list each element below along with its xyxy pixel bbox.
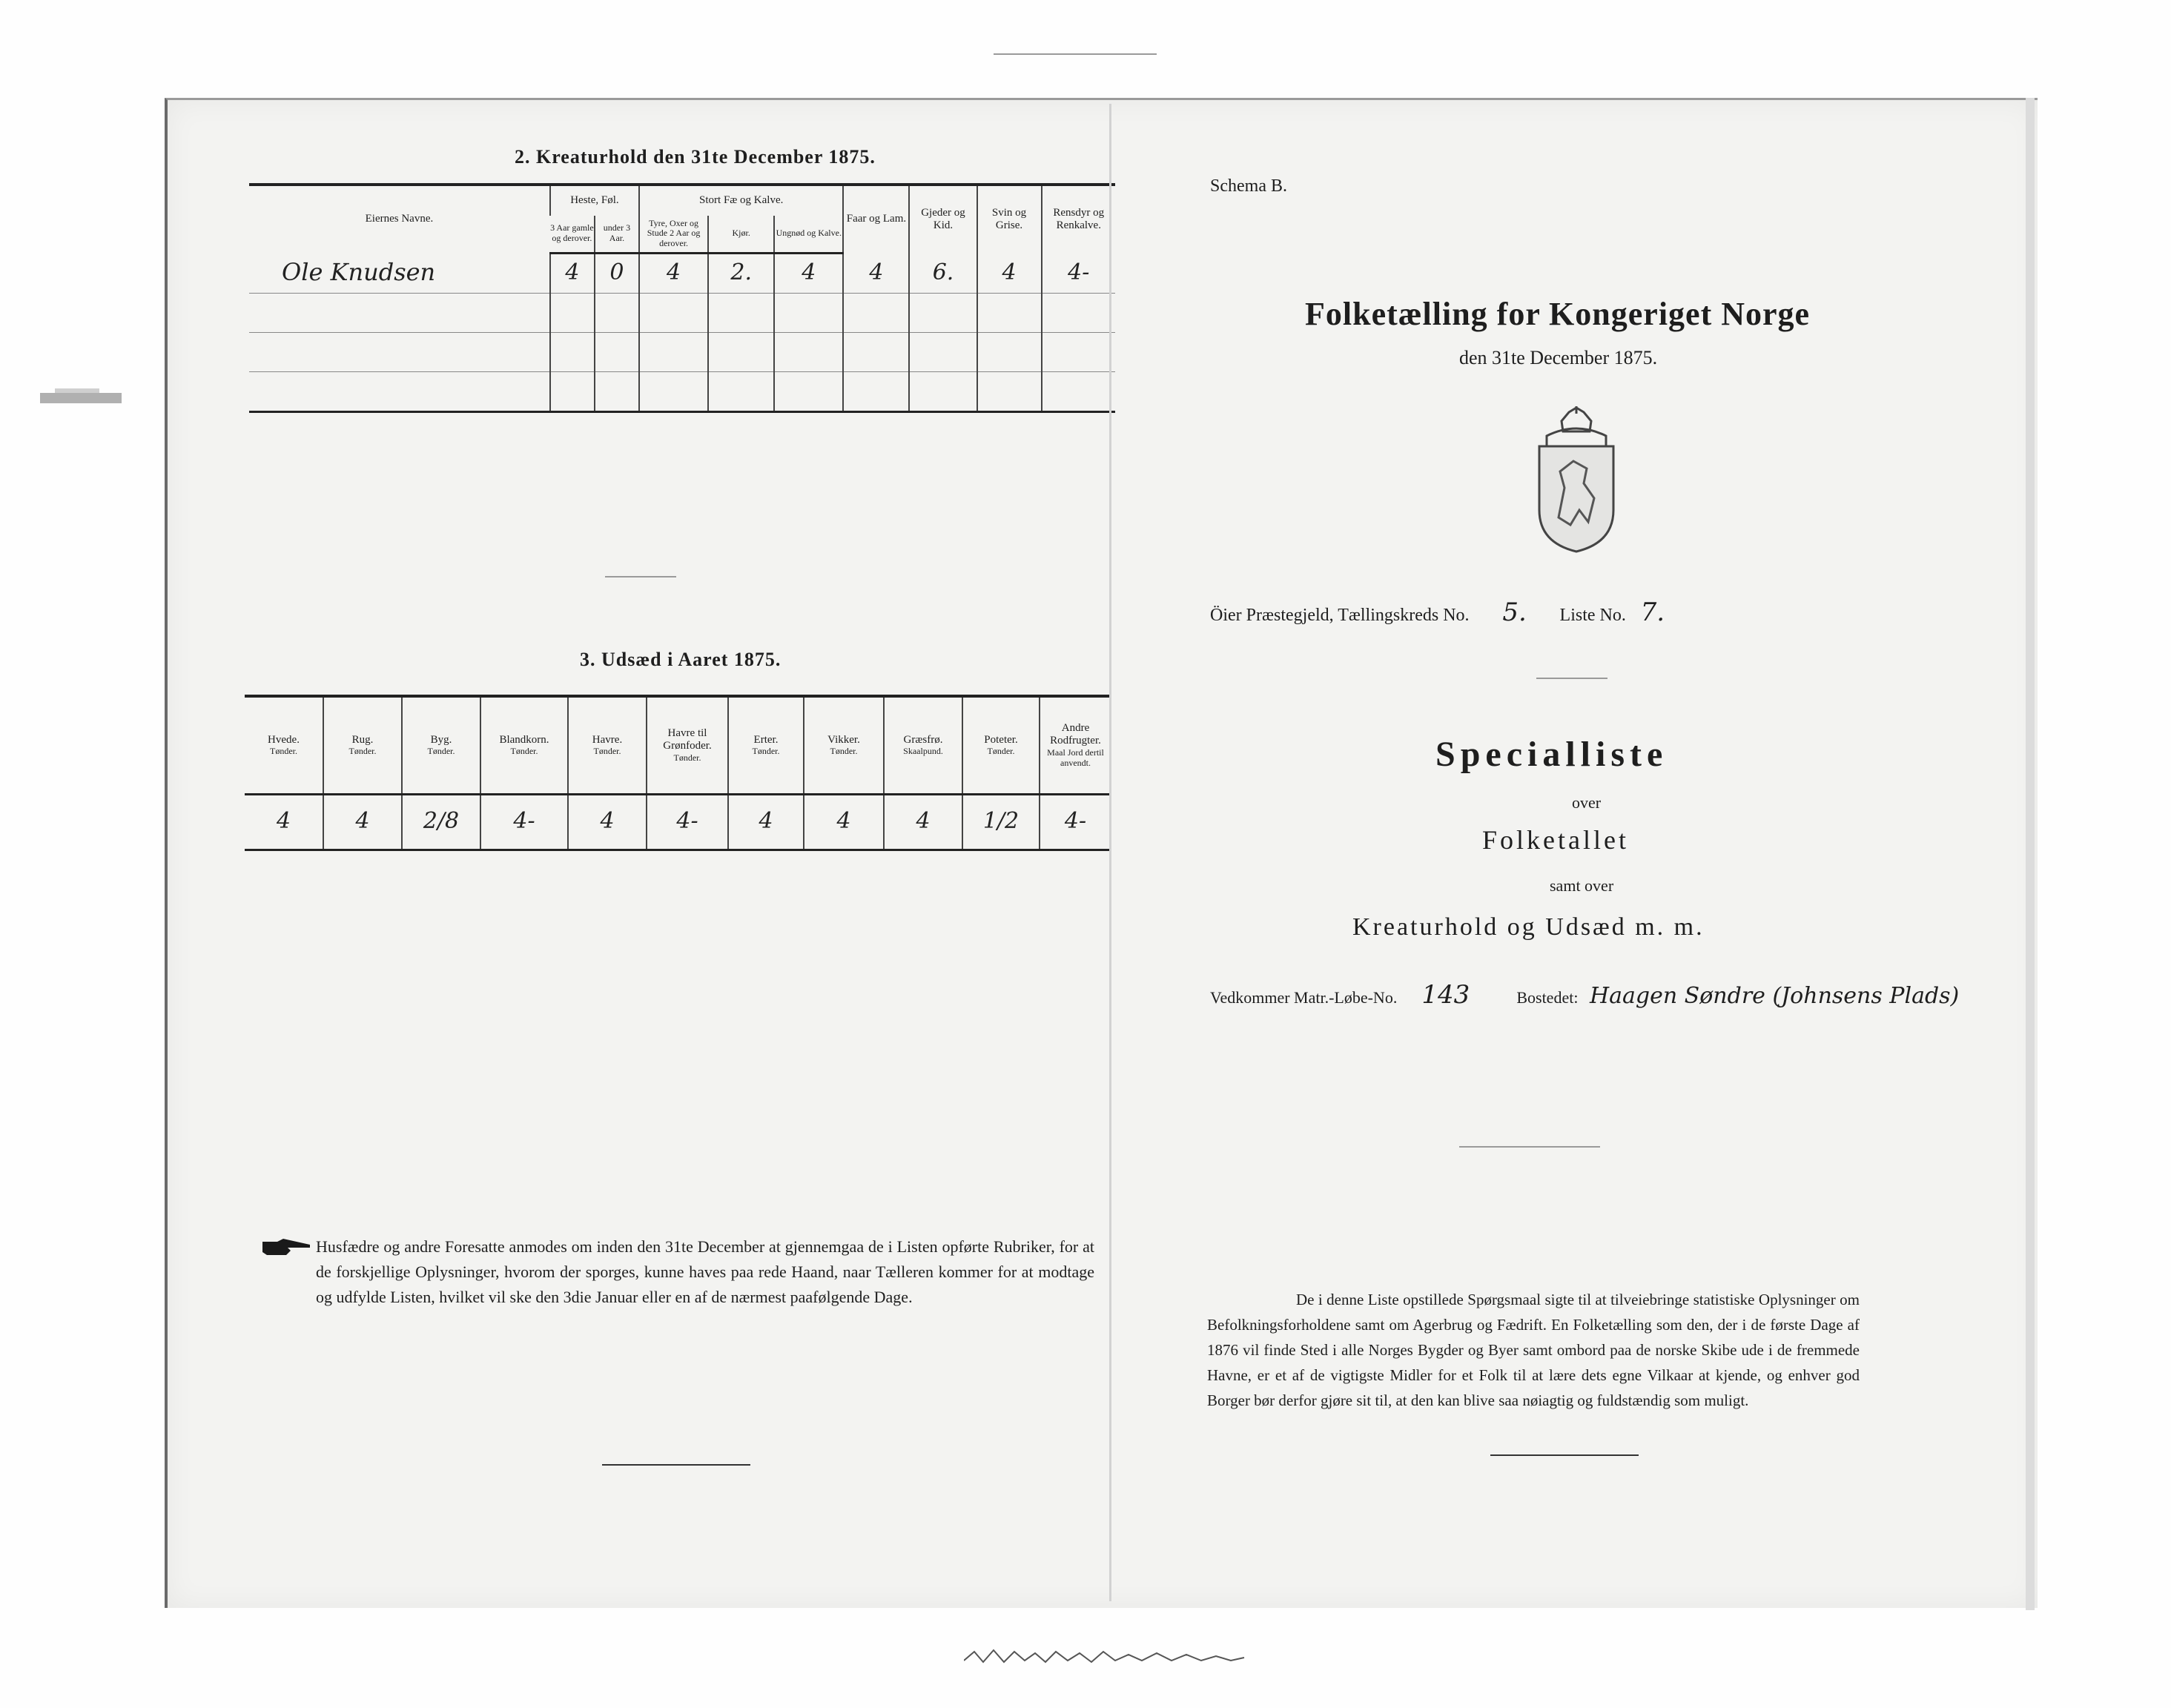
column-name: Blandkorn. [499,733,549,746]
header-cattle-group: Stort Fæ og Kalve. [639,185,843,216]
cell-sheep [843,332,909,371]
table-row [245,794,1111,850]
cell-horses-under3 [595,371,639,411]
header-peas [728,696,804,794]
over-label: over [1572,793,1602,812]
header-grass-seed [884,696,962,794]
column-unit: Tønder. [427,745,455,756]
column-unit: Tønder. [830,745,858,756]
cell-cows: 2. [708,253,774,293]
column-unit: Tønder. [348,745,377,756]
cell-peas: 4 [728,794,804,850]
specialliste-heading: Specialliste [1435,735,1668,774]
scan-edge-shadow [40,385,122,415]
cell-young-cattle [774,332,843,371]
header-pigs: Svin og Grise. [977,185,1042,253]
header-young-cattle: Ungnød og Kalve. [774,216,843,253]
header-potatoes [962,696,1040,794]
column-name: Erter. [753,733,779,746]
column-name: Havre til Grønfoder. [663,727,712,752]
column-name: Græsfrø. [903,733,943,746]
cell-bulls [639,293,708,332]
cell-goats: 6. [909,253,977,293]
cell-bulls [639,371,708,411]
cell-mixed-grain: 4- [480,794,568,850]
cell-horses-3plus: 4 [550,253,595,293]
cell-young-cattle [774,293,843,332]
cell-oats: 4 [568,794,647,850]
column-unit: Tønder. [593,745,621,756]
list-label: Liste No. [1559,606,1626,625]
cell-horses-3plus [550,332,595,371]
header-barley [402,696,480,794]
table-row [249,371,1115,411]
cell-root-crops: 4- [1040,794,1111,850]
column-unit: Tønder. [673,752,701,763]
cell-sheep [843,293,909,332]
separator-line [605,576,676,577]
cell-goats [909,293,977,332]
separator-line [1536,678,1607,679]
header-horses-group: Heste, Føl. [550,185,639,216]
table-row [249,293,1115,332]
header-green-oats [647,696,728,794]
seed-table [245,695,1111,851]
header-bulls: Tyre, Oxer og Stude 2 Aar og derover. [639,216,708,253]
cell-barley: 2/8 [402,794,480,850]
header-vetch [804,696,884,794]
cell-sheep: 4 [843,253,909,293]
district-line [1210,598,1675,627]
household-notice: Husfædre og andre Foresatte anmodes om inden den 31te December at gjennemgaa de i Listen opførte Rubriker, for at de forskjellige Oplysninger, hvorom der sporges, kunne haves paa rede Haand, naar Tælleren kommer for at modtage og udfylde Listen, hvilket vil ske den 3die Januar eller en af de nærmest paafølgende Dage. [316,1237,1094,1306]
margin-scribble [964,1646,1246,1668]
header-owner: Eiernes Navne. [249,185,550,253]
cell-horses-under3 [595,332,639,371]
cell-cows [708,332,774,371]
left-page [168,100,1112,1608]
property-line [1210,980,1959,1010]
cell-wheat: 4 [245,794,323,850]
column-unit: Maal Jord dertil anvendt. [1047,747,1104,768]
cell-pigs: 4 [977,253,1042,293]
header-horses-3plus: 3 Aar gamle og derover. [550,216,595,253]
cell-vetch: 4 [804,794,884,850]
cell-reindeer [1042,371,1115,411]
matr-label: Vedkommer Matr.-Løbe-No. [1210,988,1398,1007]
cell-goats [909,332,977,371]
cell-rye: 4 [323,794,402,850]
cell-pigs [977,293,1042,332]
header-horses-under3: under 3 Aar. [595,216,639,253]
census-explanation: De i denne Liste opstillede Spørgsmaal sigte til at tilveiebringe statistiske Oplysninger om Befolkningsforholdene samt om Agerbrug og Fædrift. En Folketælling som den, der i de første Dage af 1876 vil finde Sted i alle Norges Bygder og Byer samt ombord paa de norske Skibe ude i de fremmede Havne, er et af de vigtigste Midler for et Folk til at lære dets egne Vilkaar at kjende, og enhver god Borger bør derfor gjøre sit til, at den kan blive saa nøiagtig og fuldstændig som muligt. [1207,1291,1860,1409]
matr-number: 143 [1421,980,1470,1010]
livestock-table [249,183,1115,413]
samt-over-label: samt over [1550,876,1614,895]
header-goats: Gjeder og Kid. [909,185,977,253]
cell-young-cattle: 4 [774,253,843,293]
separator-line [1459,1146,1600,1148]
separator-line [1490,1454,1639,1456]
cell-horses-3plus [550,293,595,332]
header-root-crops [1040,696,1111,794]
cell-reindeer [1042,332,1115,371]
page-fold [1109,104,1111,1601]
header-wheat [245,696,323,794]
section2-title: 2. Kreaturhold den 31te December 1875. [515,146,876,168]
column-unit: Skaalpund. [903,745,943,756]
cell-bulls: 4 [639,253,708,293]
page-title: Folketælling for Kongeriget Norge [1305,296,1811,332]
owner-name [249,371,550,411]
column-name: Poteter. [984,733,1018,746]
cell-reindeer [1042,293,1115,332]
column-name: Havre. [592,733,623,746]
cell-horses-under3 [595,293,639,332]
bosted-value: Haagen Søndre (Johnsens Plads) [1589,983,1960,1009]
cell-cows [708,293,774,332]
parish-label: Öier Præstegjeld, [1210,606,1334,625]
top-margin-line [994,53,1157,55]
folketallet-heading: Folketallet [1482,825,1629,855]
list-number: 7. [1640,598,1665,627]
header-oats [568,696,647,794]
header-cows: Kjør. [708,216,774,253]
circuit-label: Tællingskreds No. [1338,606,1470,625]
schema-label: Schema B. [1210,176,1287,196]
owner-name [249,332,550,371]
section3-title: 3. Udsæd i Aaret 1875. [580,649,782,670]
cell-cows [708,371,774,411]
cell-goats [909,371,977,411]
column-unit: Tønder. [510,745,538,756]
cell-potatoes: 1/2 [962,794,1040,850]
pointing-hand-icon [261,1237,313,1258]
header-rye [323,696,402,794]
cell-horses-under3: 0 [595,253,639,293]
table-row [249,253,1115,293]
table-row [249,332,1115,371]
cell-sheep [843,371,909,411]
owner-name [249,293,550,332]
column-name: Andre Rodfrugter. [1050,722,1101,747]
column-unit: Tønder. [752,745,780,756]
cell-pigs [977,332,1042,371]
cell-horses-3plus [550,371,595,411]
header-mixed-grain [480,696,568,794]
header-sheep: Faar og Lam. [843,185,909,253]
cell-green-oats: 4- [647,794,728,850]
column-name: Byg. [430,733,452,746]
column-name: Vikker. [827,733,860,746]
bosted-label: Bostedet: [1516,988,1579,1007]
column-name: Hvede. [268,733,300,746]
circuit-number: 5. [1502,598,1527,627]
cell-young-cattle [774,371,843,411]
kreaturhold-heading: Kreaturhold og Udsæd m. m. [1352,913,1705,941]
owner-name: Ole Knudsen [249,253,550,293]
cell-grass-seed: 4 [884,794,962,850]
census-date: den 31te December 1875. [1459,347,1658,368]
sheet-edge [2026,98,2035,1610]
column-name: Rug. [351,733,374,746]
column-unit: Tønder. [270,745,297,756]
coat-of-arms-icon [1532,406,1621,553]
column-unit: Tønder. [987,745,1015,756]
cell-reindeer: 4- [1042,253,1115,293]
cell-bulls [639,332,708,371]
cell-pigs [977,371,1042,411]
separator-line [602,1464,750,1466]
header-reindeer: Rensdyr og Renkalve. [1042,185,1115,253]
